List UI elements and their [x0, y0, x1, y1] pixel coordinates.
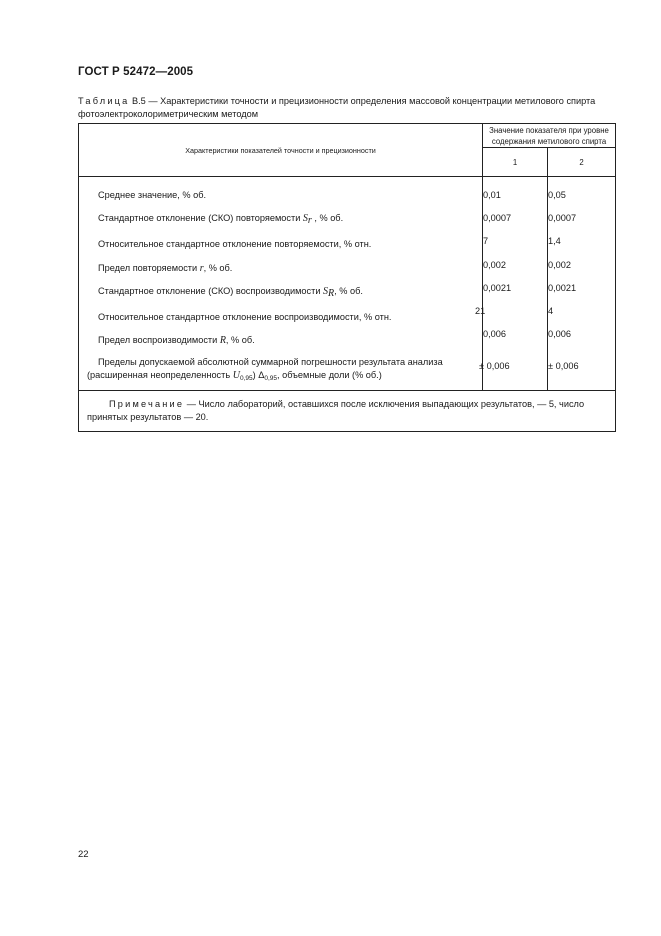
level-1-values — [475, 177, 548, 391]
row-8-label: Пределы допускаемой абсолютной суммарной погрешности результата анализа (расширенная неопределенность $U_{0,95}$) $\Delta_{0,95}$, объемные доли (% об.) — [87, 357, 443, 383]
caption-text: В.5 — Характеристики точности и прецизионности определения массовой концентрации метилового спирта фотоэлектроколориметрическим методом — [78, 96, 596, 119]
caption-label: Таблица — [78, 96, 130, 106]
row-3-v2: 1,4 — [548, 236, 561, 247]
row-1-v1: 0,01 — [483, 190, 501, 200]
row-3-v1: 7 — [483, 236, 489, 247]
characteristics-table — [78, 123, 616, 432]
row-2-v2: 0,0007 — [548, 213, 577, 224]
table-body — [79, 177, 616, 391]
row-5-v1: 0,0021 — [483, 282, 512, 293]
row-1-v2: 0,05 — [548, 190, 566, 200]
row-2-label: Стандартное отклонение (СКО) повторяемости $S_r$ , % об. — [98, 213, 344, 227]
document-title: ГОСТ Р 52472—2005 — [78, 66, 194, 78]
row-7-v1: 0,006 — [483, 329, 506, 340]
header-level-1: 1 — [483, 148, 548, 177]
row-4-v1: 0,002 — [483, 259, 506, 270]
row-8-v1: ± 0,006 — [479, 361, 510, 372]
row-8-v2: ± 0,006 — [548, 361, 579, 372]
row-5-label: Стандартное отклонение (СКО) воспроизводимости $S_R$, % об. — [98, 285, 363, 299]
header-characteristic: Характеристики показателей точности и прецизионности — [79, 124, 483, 177]
row-7-label: Предел воспроизводимости R, % об. — [98, 335, 255, 347]
table-note — [79, 391, 616, 432]
row-6-v1: 21 — [475, 306, 486, 317]
row-4-v2: 0,002 — [548, 259, 571, 270]
row-1-label: Среднее значение, % об. — [98, 190, 207, 200]
row-3-label: Относительное стандартное отклонение повторяемости, % отн. — [98, 239, 372, 250]
row-6-label: Относительное стандартное отклонение воспроизводимости, % отн. — [98, 312, 392, 323]
level-2-values — [548, 177, 616, 391]
row-7-v2: 0,006 — [548, 329, 571, 340]
row-5-v2: 0,0021 — [548, 282, 577, 293]
page-number: 22 — [78, 849, 89, 860]
header-level-2: 2 — [548, 148, 616, 177]
row-4-label: Предел повторяемости r, % об. — [98, 262, 233, 274]
characteristic-cell — [79, 177, 483, 391]
row-2-v1: 0,0007 — [483, 213, 512, 224]
note-label: Примечание — [109, 399, 185, 410]
note-text: — Число лабораторий, оставшихся после исключения выпадающих результатов, — 5, число принятых результатов — 20. — [87, 399, 585, 423]
table-caption — [78, 95, 618, 121]
header-values: Значение показателя при уровне содержания метилового спирта — [483, 124, 616, 148]
row-6-v2: 4 — [548, 306, 554, 317]
